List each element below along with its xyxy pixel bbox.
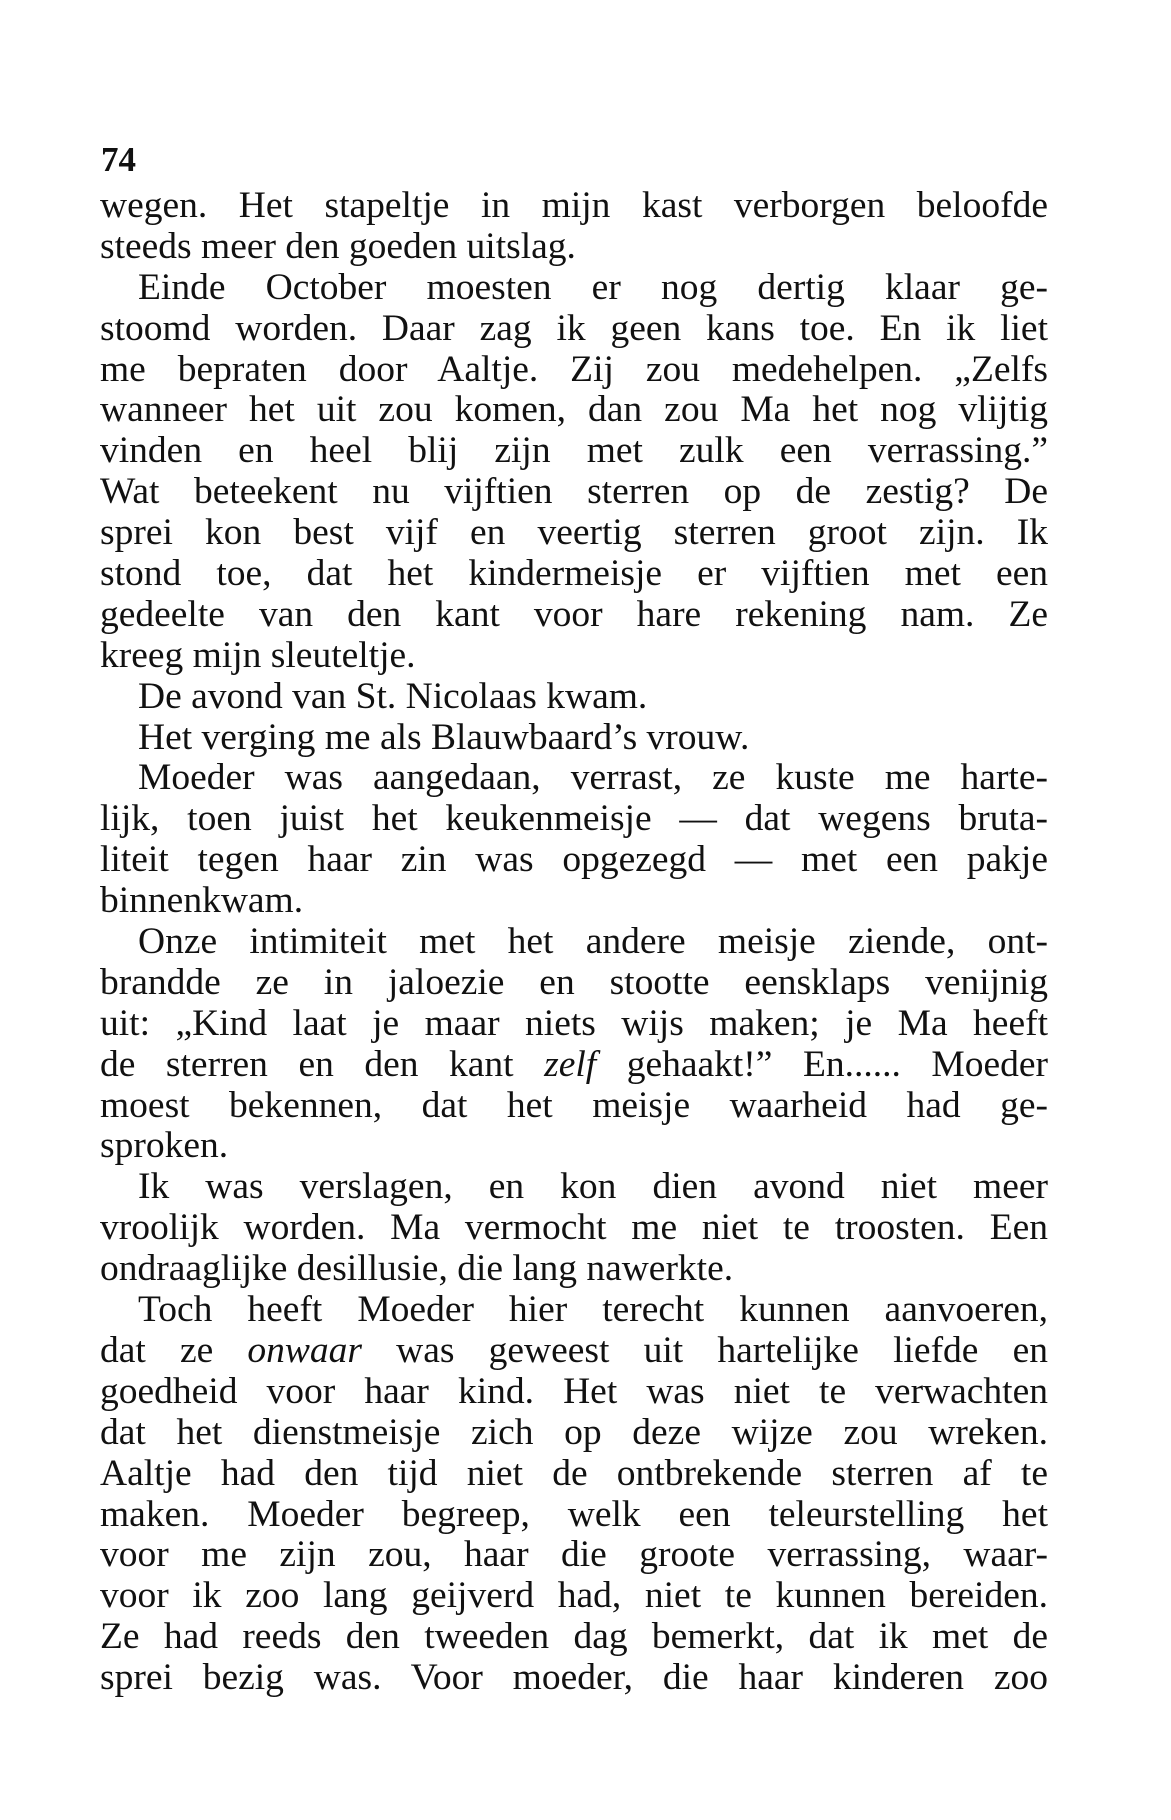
- text-line: [100, 1331, 1048, 1372]
- text-segment: gehaakt!” En...... Moeder: [596, 1043, 1048, 1085]
- text-line: sprei kon best vijf en veertig sterren groot zijn. Ik: [100, 512, 1048, 554]
- text-line: vroolijk worden. Ma vermocht me niet te troosten. Een: [100, 1207, 1048, 1249]
- text-line: wanneer het uit zou komen, dan zou Ma het nog vlijtig: [100, 389, 1048, 431]
- text-line: goedheid voor haar kind. Het was niet te verwachten: [100, 1370, 1048, 1412]
- text-line: stond toe, dat het kindermeisje er vijftien met een: [100, 553, 1048, 595]
- text-line: De avond van St. Nicolaas kwam.: [138, 675, 648, 717]
- book-text: [100, 186, 1048, 1699]
- text-line: stoomd worden. Daar zag ik geen kans toe. En ik liet: [100, 307, 1048, 349]
- text-line: gedeelte van den kant voor hare rekening nam. Ze: [100, 593, 1048, 635]
- text-line: Einde October moesten er nog dertig klaar ge-: [138, 266, 1048, 308]
- emphasized-word: onwaar: [247, 1329, 363, 1371]
- text-line: Moeder was aangedaan, verrast, ze kuste me harte-: [138, 757, 1048, 799]
- text-line: sprei bezig was. Voor moeder, die haar kinderen zoo: [100, 1657, 1048, 1699]
- text-line: voor ik zoo lang geijverd had, niet te kunnen bereiden.: [100, 1575, 1048, 1617]
- text-segment: de sterren en den kant: [100, 1043, 545, 1085]
- text-segment: dat ze: [100, 1329, 248, 1371]
- text-line: lijk, toen juist het keukenmeisje — dat wegens bruta-: [100, 798, 1048, 840]
- text-line: Ik was verslagen, en kon dien avond niet meer: [138, 1166, 1048, 1208]
- text-line: vinden en heel blij zijn met zulk een verrassing.”: [100, 430, 1048, 472]
- text-line: kreeg mijn sleuteltje.: [100, 634, 416, 676]
- text-line: Wat beteekent nu vijftien sterren op de zestig? De: [100, 471, 1048, 513]
- text-line: Het verging me als Blauwbaard’s vrouw.: [138, 716, 750, 758]
- text-line: brandde ze in jaloezie en stootte eensklaps venijnig: [100, 961, 1048, 1003]
- text-line: Onze intimiteit met het andere meisje ziende, ont-: [138, 921, 1048, 963]
- text-line: voor me zijn zou, haar die groote verrassing, waar-: [100, 1534, 1048, 1576]
- text-line: liteit tegen haar zin was opgezegd — met een pakje: [100, 839, 1048, 881]
- text-line: Aaltje had den tijd niet de ontbrekende sterren af te: [100, 1452, 1048, 1494]
- text-line: [100, 1045, 1048, 1086]
- text-line: ondraaglijke desillusie, die lang nawerkte.: [100, 1248, 734, 1290]
- text-line: binnenkwam.: [100, 880, 304, 922]
- text-line: steeds meer den goeden uitslag.: [100, 225, 576, 267]
- emphasized-word: zelf: [544, 1043, 597, 1085]
- text-line: Ze had reeds den tweeden dag bemerkt, dat ik met de: [100, 1616, 1048, 1658]
- text-line: dat het dienstmeisje zich op deze wijze zou wreken.: [100, 1411, 1048, 1453]
- text-line: sproken.: [100, 1125, 229, 1167]
- text-line: moest bekennen, dat het meisje waarheid had ge-: [100, 1084, 1048, 1126]
- text-line: uit: „Kind laat je maar niets wijs maken; je Ma heeft: [100, 1002, 1048, 1044]
- text-line: Toch heeft Moeder hier terecht kunnen aanvoeren,: [138, 1289, 1048, 1331]
- text-line: me bepraten door Aaltje. Zij zou medehelpen. „Zelfs: [100, 348, 1048, 390]
- text-line: maken. Moeder begreep, welk een teleurstelling het: [100, 1493, 1048, 1535]
- page-number: 74: [101, 140, 136, 179]
- text-line: wegen. Het stapeltje in mijn kast verborgen beloofde: [100, 185, 1048, 226]
- text-segment: was geweest uit hartelijke liefde en: [362, 1329, 1048, 1371]
